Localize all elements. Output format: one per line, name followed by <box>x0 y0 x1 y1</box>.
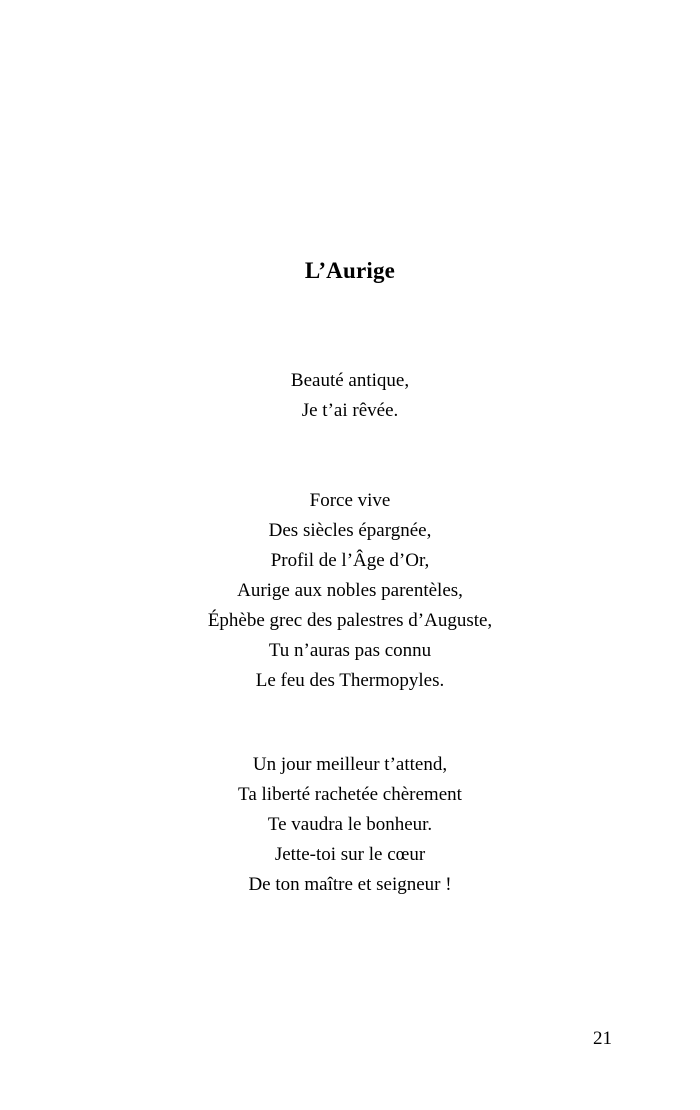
poem-line: Éphèbe grec des palestres d’Auguste, <box>207 610 493 631</box>
poem-line: Le feu des Thermopyles. <box>255 670 445 691</box>
page-number: 21 <box>593 1028 612 1049</box>
poem-stanza-1 <box>0 366 700 426</box>
poem-line: Profil de l’Âge d’Or, <box>270 550 430 571</box>
poem-line: Jette-toi sur le cœur <box>274 844 426 865</box>
poem-line: Je t’ai rêvée. <box>301 400 399 421</box>
poem-line: Un jour meilleur t’attend, <box>252 754 448 775</box>
poem-line: Force vive <box>309 490 391 511</box>
poem-line: Aurige aux nobles parentèles, <box>237 580 463 601</box>
poem-line: Des siècles épargnée, <box>268 520 432 541</box>
poem-line: Ta liberté rachetée chèrement <box>238 784 462 805</box>
poem-line: De ton maître et seigneur ! <box>248 874 452 895</box>
page-title: L’Aurige <box>304 258 396 284</box>
poem-line: Beauté antique, <box>290 370 410 391</box>
poem-stanza-2 <box>0 486 700 696</box>
poem-line: Te vaudra le bonheur. <box>267 814 433 835</box>
poem-line: Tu n’auras pas connu <box>268 640 432 661</box>
poem-stanza-3 <box>0 750 700 900</box>
